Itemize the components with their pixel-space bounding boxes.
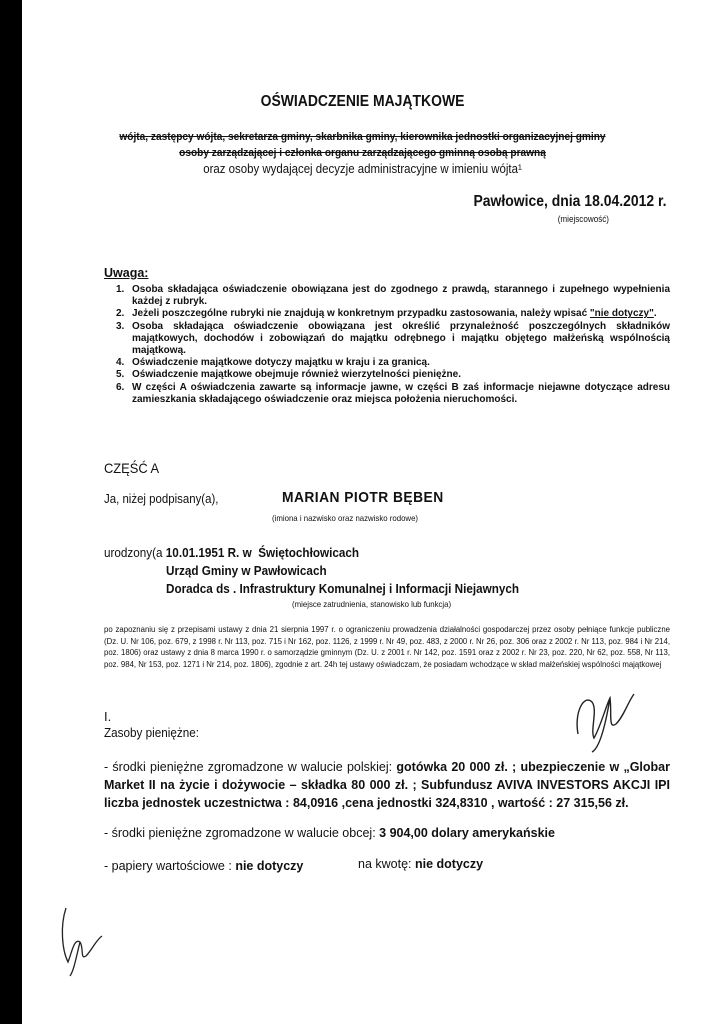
- securities-value: nie dotyczy: [235, 859, 304, 873]
- notes-heading: Uwaga:: [104, 266, 149, 280]
- handwritten-signature-top: [570, 672, 642, 756]
- foreign-funds-value: 3 904,00 dolary amerykańskie: [379, 826, 555, 840]
- born-date: 10.01.1951 R.: [165, 545, 240, 560]
- note-item: 5. Oświadczenie majątkowe obejmuje również wierzytelności pieniężne.: [116, 369, 461, 381]
- amount-label: na kwotę:: [358, 857, 412, 871]
- note-item: 1. Osoba składająca oświadczenie obowiązana jest do zgodnego z prawdą, starannego i zupełnego wypełnienia każdej z rubryk.: [116, 284, 670, 308]
- securities-paragraph: [104, 857, 304, 875]
- name-caption: (imiona i nazwisko oraz nazwisko rodowe): [272, 513, 419, 523]
- foreign-funds-paragraph: [104, 824, 670, 842]
- document-subtitle: oraz osoby wydającej decyzje administracyjne w imieniu wójta¹: [203, 161, 522, 176]
- position: Doradca ds . Infrastruktury Komunalnej i Informacji Niejawnych: [166, 581, 520, 596]
- part-a-heading: CZĘŚĆ A: [104, 460, 160, 476]
- pln-funds-paragraph: [104, 758, 670, 812]
- pln-funds-value: gotówka 20 000 zł. ; ubezpieczenie w „Globar Market II na życie i dożywocie – składka 80 000 zł. ; Subfundusz AVIVA INVESTORS AKCJI IPI liczba jednostek uczestnictwa : 84,0916 ,cena jednostki 324,8310 , wartość : 27 315,56 zł.: [104, 760, 670, 810]
- document-title: OŚWIADCZENIE MAJĄTKOWE: [260, 93, 465, 110]
- born-place: Świętochłowicach: [258, 545, 359, 560]
- birth-line: [104, 545, 359, 560]
- place-caption: (miejscowość): [557, 214, 609, 224]
- amount-value: nie dotyczy: [415, 857, 484, 871]
- foreign-funds-label: - środki pieniężne zgromadzone w walucie obcej:: [104, 826, 376, 840]
- declarant-name: MARIAN PIOTR BĘBEN: [282, 489, 444, 506]
- note-item: 3. Osoba składająca oświadczenie obowiązana jest określić przynależność poszczególnych składników majątkowych, dochodów i zobowiązań do majątku odrębnego i majątku objętego małżeńską wspólnością majątkową.: [116, 320, 670, 357]
- note-item: 6. W części A oświadczenia zawarte są informacje jawne, w części B zaś informacje niejawne dotyczące adresu zamieszkania składającego oświadczenie oraz miejsca położenia nieruchomości.: [116, 381, 670, 405]
- note-item: 2. Jeżeli poszczególne rubryki nie znajdują w konkretnym przypadku zastosowania, należy wpisać "nie dotyczy".: [116, 308, 657, 320]
- section-number: I.: [104, 709, 112, 724]
- employer: Urząd Gminy w Pawłowicach: [166, 563, 327, 578]
- struck-out-line-2: osoby zarządzającej i członka organu zarządzającego gminną osobą prawną: [179, 147, 546, 159]
- pln-funds-label: - środki pieniężne zgromadzone w walucie polskiej:: [104, 760, 393, 774]
- note-item: 4. Oświadczenie majątkowe dotyczy majątku w kraju i za granicą.: [116, 357, 430, 369]
- born-label: urodzony(a: [104, 545, 163, 560]
- scan-left-border: [0, 0, 22, 1024]
- amount-paragraph: [358, 857, 483, 871]
- struck-out-line-1: wójta, zastępcy wójta, sekretarza gminy, skarbnika gminy, kierownika jednostki organizacyjnej gminy: [119, 131, 606, 143]
- work-caption: (miejsce zatrudnienia, stanowisko lub funkcja): [292, 599, 452, 609]
- born-in: w: [242, 545, 252, 560]
- securities-label: - papiery wartościowe :: [104, 859, 232, 873]
- undersigned-label: Ja, niżej podpisany(a),: [104, 491, 219, 506]
- notes-list: [104, 284, 670, 406]
- section-title: Zasoby pieniężne:: [104, 725, 199, 740]
- place-and-date: Pawłowice, dnia 18.04.2012 r.: [473, 193, 667, 210]
- legal-basis-text: po zapoznaniu się z przepisami ustawy z dnia 21 sierpnia 1997 r. o ograniczeniu prowadzenia działalności gospodarczej przez osoby pełniące funkcje publiczne (Dz. U. Nr 106, poz. 679, z 1998 r. Nr 113, poz. 715 i Nr 162, poz. 1126, z 1999 r. Nr 49, poz. 483, z 2000 r. Nr 26, poz. 306 oraz z 2002 r. Nr 113, poz. 984 i Nr 214, poz. 1806) oraz ustawy z dnia 8 marca 1990 r. o samorządzie gminnym (Dz. U. z 2001 r. Nr 142, poz. 1591 oraz z 2002 r. Nr 23, poz. 220, Nr 62, poz. 558, Nr 113, poz. 984, Nr 153, poz. 1271 i Nr 214, poz. 1806), zgodnie z art. 24h tej ustawy oświadczam, że posiadam wchodzące w skład małżeńskiej wspólności majątkowej: [104, 625, 670, 669]
- handwritten-signature-bottom: [56, 902, 110, 978]
